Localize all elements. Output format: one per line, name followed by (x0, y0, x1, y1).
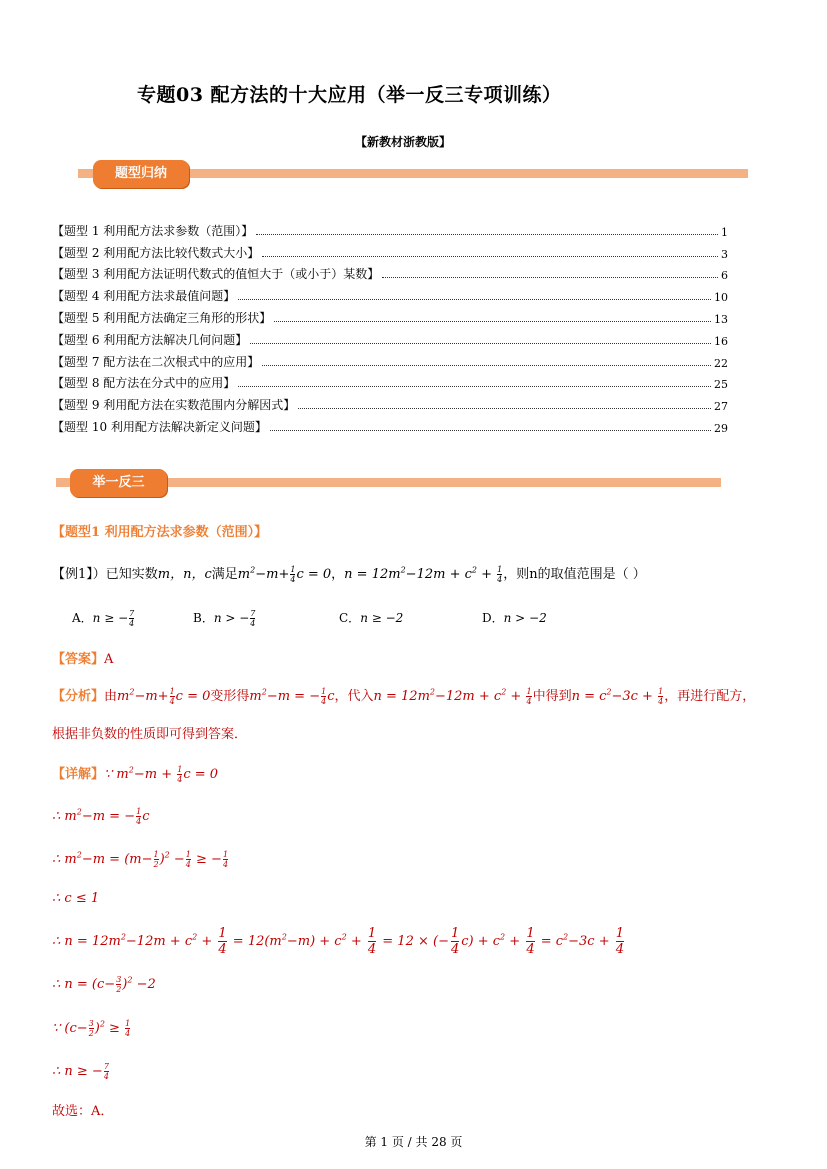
toc-entry[interactable] (52, 282, 728, 304)
toc-entry-page: 13 (714, 312, 728, 326)
toc-entry-page: 27 (714, 400, 728, 414)
table-of-contents (52, 217, 728, 435)
toc-entry-label: 【题型 9 利用配方法在实数范围内分解因式】 (52, 398, 296, 413)
detail-line-8: ∴ n ≥ − $\frac{7}{4}$ (52, 1062, 109, 1081)
toc-entry[interactable] (52, 217, 728, 239)
edition-subtitle: 【新教材浙教版】 (355, 135, 452, 149)
detail-line-1: 【详解】∵ $m^2-m$ + $\frac{1}{4}$ c = 0 (52, 765, 219, 784)
analysis-line-1: 【分析】由$m^2-m+$ $\frac{1}{4}$ c = 0变形得$m^2-m$ = − $\frac{1}{4}$ c，代入$n = 12m^2-12m + c^2$ + $\frac{1}{4}$ 中得到$n = c^2-3c$ + $\frac{1}{4}$ ，再进行配方， (52, 687, 756, 706)
toc-leader-dots (250, 343, 711, 344)
toc-entry-label: 【题型 7 配方法在二次根式中的应用】 (52, 354, 260, 369)
toc-entry-label: 【题型 8 配方法在分式中的应用】 (52, 376, 236, 391)
toc-entry-label: 【题型 10 利用配方法解决新定义问题】 (52, 419, 267, 434)
toc-entry-page: 29 (714, 421, 728, 435)
toc-entry[interactable] (52, 326, 728, 348)
detail-line-7: ∵ (c− $\frac{3}{2}$ )$^2$ ≥ $\frac{1}{4}$ (52, 1019, 131, 1038)
toc-entry[interactable] (52, 413, 728, 435)
toc-leader-dots (262, 365, 711, 366)
toc-leader-dots (238, 299, 711, 300)
toc-leader-dots (274, 321, 711, 322)
toc-entry-page: 22 (714, 356, 728, 370)
toc-entry[interactable] (52, 304, 728, 326)
toc-entry-page: 10 (714, 291, 728, 305)
toc-entry[interactable] (52, 391, 728, 413)
section-badge-examples: 举一反三 (70, 469, 167, 497)
detail-line-5: ∴ $n = 12m^2-12m + c^2$ + $\frac{1}{4}$ = $12(m^2-m) + c^2$ + $\frac{1}{4}$ = 12 × (− $\frac{1}{4}$ $c) + c^2$ + $\frac{1}{4}$ = $c^2-3c$ + $\frac{1}{4}$ (52, 926, 625, 957)
toc-leader-dots (298, 408, 711, 409)
example-question: 【例1】）已知实数m，n，c满足$m^2-m+$ $\frac{1}{4}$ c = 0，$n = 12m^2-12m + c^2$ + $\frac{1}{4}$ ，则n的取值范围是（ ） (52, 565, 646, 584)
toc-leader-dots (270, 430, 711, 431)
option-a[interactable]: A．n ≥ − $\frac{7}{4}$ (72, 609, 135, 628)
toc-entry-label: 【题型 4 利用配方法求最值问题】 (52, 289, 236, 304)
page-title: 专题03 配方法的十大应用（举一反三专项训练） (137, 84, 562, 106)
section-badge-summary: 题型归纳 (93, 160, 189, 188)
toc-leader-dots (262, 256, 718, 257)
option-c[interactable]: C．n ≥ −2 (339, 611, 404, 625)
toc-entry-label: 【题型 5 利用配方法确定三角形的形状】 (52, 310, 272, 325)
toc-leader-dots (256, 234, 718, 235)
answer-line: 【答案】A (52, 652, 114, 667)
toc-entry-page: 16 (714, 334, 728, 348)
toc-entry-label: 【题型 6 利用配方法解决几何问题】 (52, 332, 248, 347)
toc-entry-label: 【题型 3 利用配方法证明代数式的值恒大于（或小于）某数】 (52, 267, 380, 282)
topic-heading: 【题型1 利用配方法求参数（范围）】 (52, 525, 268, 540)
page-footer: 第 1 页 / 共 28 页 (364, 1135, 463, 1149)
detail-line-4: ∴ c ≤ 1 (52, 891, 100, 906)
toc-entry[interactable] (52, 261, 728, 283)
analysis-line-2: 根据非负数的性质即可得到答案． (52, 727, 248, 742)
toc-entry[interactable] (52, 348, 728, 370)
toc-entry-page: 25 (714, 378, 728, 392)
toc-entry-page: 3 (721, 247, 728, 261)
toc-entry[interactable] (52, 370, 728, 392)
option-b[interactable]: B．n > − $\frac{7}{4}$ (193, 609, 256, 628)
toc-entry-label: 【题型 2 利用配方法比较代数式大小】 (52, 245, 260, 260)
toc-leader-dots (382, 277, 718, 278)
example-label: 【例1】 (52, 567, 93, 582)
detail-line-3: ∴ $m^2-m = (m-$ $\frac{1}{2}$ )$^2$ − $\frac{1}{4}$ ≥ − $\frac{1}{4}$ (52, 850, 229, 869)
toc-entry-page: 6 (721, 269, 728, 283)
conclusion: 故选：A． (52, 1104, 114, 1119)
option-d[interactable]: D．n > −2 (482, 611, 547, 625)
toc-entry-page: 1 (721, 225, 728, 239)
detail-line-2: ∴ $m^2-m$ = − $\frac{1}{4}$ c (52, 807, 150, 826)
toc-entry[interactable] (52, 239, 728, 261)
toc-leader-dots (238, 386, 711, 387)
toc-entry-label: 【题型 1 利用配方法求参数（范围）】 (52, 223, 254, 238)
detail-line-6: ∴ n = (c− $\frac{3}{2}$ )$^2$ −2 (52, 975, 156, 994)
